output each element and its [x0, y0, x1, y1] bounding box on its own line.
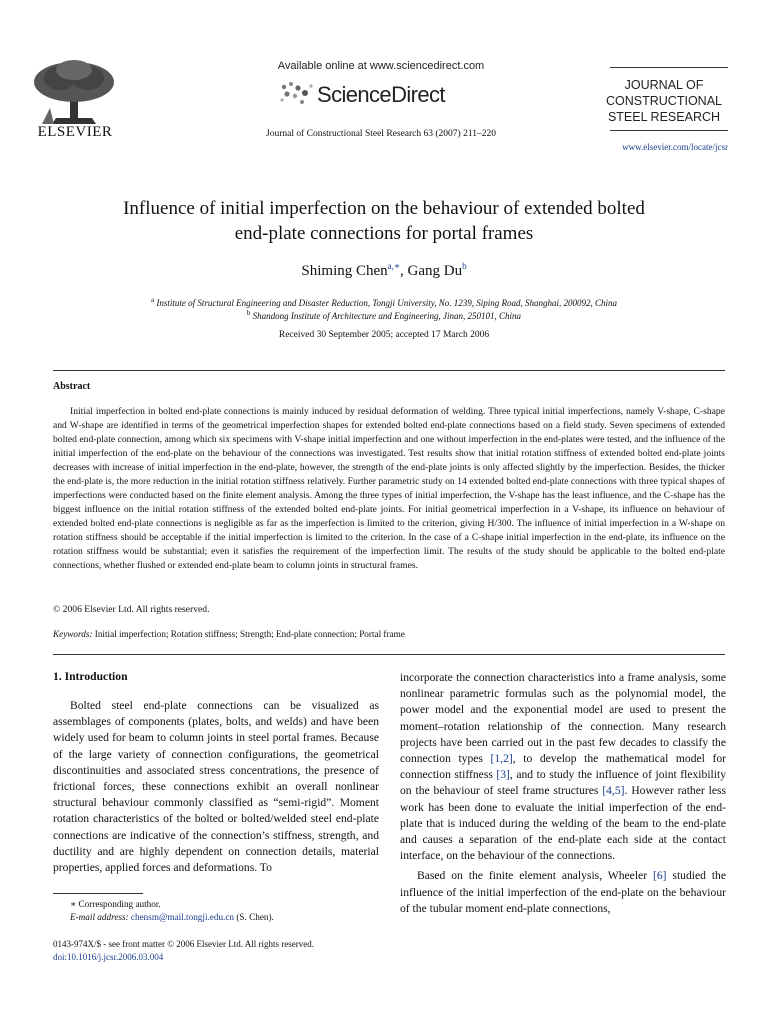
body-paragraph: [400, 670, 726, 864]
affiliation-mark: a: [150, 296, 155, 304]
journal-url-link[interactable]: www.elsevier.com/locate/jcsr: [622, 142, 728, 152]
citation-link[interactable]: [1,2]: [490, 752, 513, 766]
article-title: [60, 196, 708, 246]
body-text: , to develop the mathematical model for connection stiffness: [400, 752, 726, 782]
journal-title-line: STEEL RESEARCH: [607, 110, 721, 124]
journal-title-line: CONSTRUCTIONAL: [606, 94, 722, 108]
sciencedirect-dots-icon: [278, 79, 318, 107]
doi-link[interactable]: doi:10.1016/j.jcsr.2006.03.004: [53, 952, 164, 962]
author-name: Gang Du: [407, 263, 463, 279]
affiliation-mark: b: [246, 309, 251, 317]
right-column: [400, 670, 726, 917]
author-separator: ,: [400, 263, 408, 279]
keywords: [53, 629, 725, 639]
body-paragraph: [400, 868, 726, 917]
footnote: [53, 898, 379, 924]
author-affiliation-link[interactable]: a,∗: [387, 261, 401, 271]
divider: [53, 370, 725, 371]
email-label: E-mail address:: [70, 912, 129, 922]
journal-title: [600, 77, 728, 125]
footnote-email: [53, 911, 379, 924]
footnote-divider: [53, 893, 143, 894]
abstract-body: [53, 405, 725, 573]
affiliation-text: Shandong Institute of Architecture and Engineering, Jinan, 250101, China: [250, 311, 522, 321]
abstract-copyright: © 2006 Elsevier Ltd. All rights reserved.: [53, 604, 210, 615]
front-matter: [53, 938, 453, 964]
citation-link[interactable]: [3]: [496, 768, 510, 782]
citation-link[interactable]: [6]: [652, 869, 667, 883]
keywords-label: Keywords:: [53, 629, 93, 639]
author-name: Shiming Chen: [301, 263, 388, 279]
elsevier-tree-logo: [22, 58, 128, 128]
keywords-list: Initial imperfection; Rotation stiffness; Strength; End-plate connection; Portal frame: [92, 629, 405, 639]
footnote-corresponding: ∗ Corresponding author.: [70, 899, 161, 909]
body-text: . However rather less work has been done to evaluate the initial imperfection of the end-plate that is induced during the welding of the beam to the end-plate and causes a separation of the end-plate each side at the contact interface, on the behaviour of the connections.: [400, 784, 726, 863]
author-list: [160, 261, 608, 280]
author-affiliation-link[interactable]: b: [462, 261, 467, 271]
sciencedirect-logo: [278, 79, 478, 109]
article-title-line: Influence of initial imperfection on the behaviour of extended bolted: [123, 198, 645, 219]
body-text: studied the influence of the initial imperfection of the end-plate on the behaviour of the tubular moment end-plate connections,: [400, 869, 727, 915]
sciencedirect-wordmark: ScienceDirect: [317, 82, 445, 107]
divider: [610, 130, 728, 131]
body-text: incorporate the connection characteristics into a frame analysis, some nonlinear parametric formulas such as the polynomial model, the power model and the exponential model are used to present the moment–rotation relationship of the connection. Many research projects have been carried out in the past few decades to classify the connection types: [400, 671, 726, 766]
divider: [53, 654, 725, 655]
issn-line: 0143-974X/$ - see front matter © 2006 Elsevier Ltd. All rights reserved.: [53, 939, 315, 949]
abstract-paragraph: Initial imperfection in bolted end-plate connections is mainly induced by residual deformation of welding. Three typical initial imperfections, namely V-shape, C-shape and W-shape are identified in terms of the geometrical imperfection shapes for extended bolted end-plate connections based on a field study. Seven specimens of extended bolted end-plate connection, among which six specimens with V-shape initial imperfection and one without imperfection in the end-plates were tested, and the influence of the initial imperfection of the end-plate on the behaviour of the connections was investigated. Test results show that initial rotation stiffness of extended bolted end-plate joints decreases with increase of initial imperfection in the end-plate, however, the strength of the end-plate joints is only affected slightly by the imperfection. Besides, the thicker the end-plate is, the more reduction in the initial rotation stiffness relatively. Further parametric study on 14 extended bolted end-plate connections with three typical shapes of imperfections were conducted based on the finite element analysis. Among the three types of initial imperfection, the V-shape has the least influence, and the C-shape has the biggest influence on the initial rotation stiffness of the extended bolted end-plate joints. For initial geometrical imperfection in a V-shape, its influence on behaviour of extended bolted end-plate connections is negligible as far as the imperfection is limited to the criterion, giving H/300. The influence of initial imperfection in a W-shape on rotation stiffness should be acceptable if the initial imperfection is limited to the criterion. In the case of a C-shape initial imperfection in the end-plate, its influence on the rotation stiffness would be substantial; even it satisfies the requirement of the imperfection limit. The results of the study should be applicable to the bolted end-plate connections, whether flushed or extended end-plate beam to column joints in structural frames.: [53, 406, 725, 571]
body-text: , and to study the influence of joint flexibility on the behaviour of steel frame structures: [400, 768, 726, 798]
article-title-line: end-plate connections for portal frames: [234, 223, 534, 244]
publisher-name: ELSEVIER: [37, 124, 113, 140]
affiliation-b: [60, 309, 708, 321]
affiliation-a: [60, 296, 708, 308]
abstract-heading: Abstract: [53, 381, 91, 392]
left-column: [53, 698, 379, 876]
email-link[interactable]: chensm@mail.tongji.edu.cn: [130, 912, 235, 922]
section-heading: 1. Introduction: [53, 670, 128, 683]
divider: [610, 67, 728, 68]
email-owner: (S. Chen).: [234, 912, 274, 922]
citation-link[interactable]: [4,5]: [602, 784, 625, 798]
available-online-line[interactable]: Available online at www.sciencedirect.com: [277, 60, 485, 72]
journal-citation: Journal of Constructional Steel Research 63 (2007) 211–220: [266, 129, 496, 139]
body-text: Based on the finite element analysis, Wheeler: [417, 869, 653, 883]
journal-title-line: JOURNAL OF: [624, 78, 704, 92]
received-dates: Received 30 September 2005; accepted 17 March 2006: [278, 330, 490, 340]
body-paragraph: Bolted steel end-plate connections can be visualized as assemblages of components (plates, bolts, and welds) and have been widely used for beam to column joints in steel portal frames. Because of the large variety of connection configurations, the geometrical discontinuities and associated stress concentrations, the presence of frictional forces, these connections exhibit an overall nonlinear structural behaviour commonly classified as “semi-rigid”. Moment rotation characteristics of the bolted or bolted/welded steel end-plate connections are indicative of the connection’s stiffness, strength, and ductility and are highly dependent on connection details, material properties, applied forces and deformations. To: [53, 699, 379, 875]
affiliation-text: Institute of Structural Engineering and Disaster Reduction, Tongji University, No. 1239, Siping Road, Shanghai, 200092, China: [154, 298, 618, 308]
